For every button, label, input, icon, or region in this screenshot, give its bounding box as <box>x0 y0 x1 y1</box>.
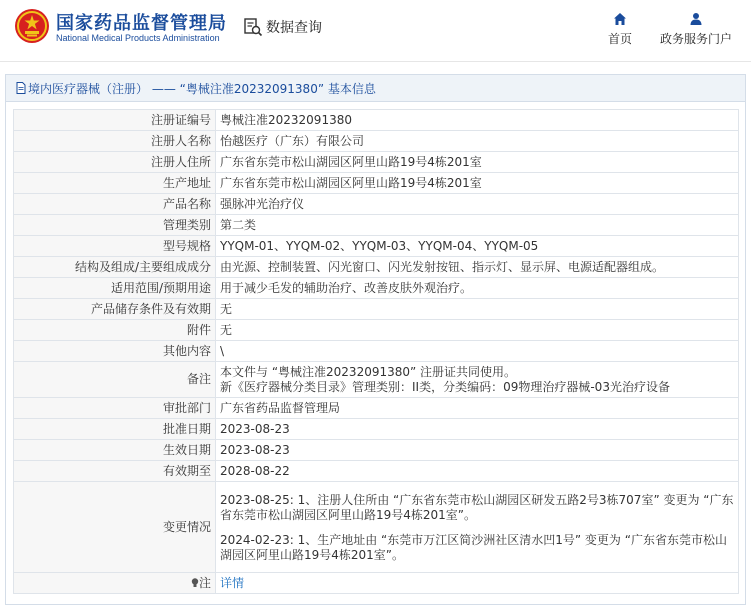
detail-panel <box>5 74 746 605</box>
table-row <box>14 215 739 236</box>
changes-value <box>216 482 739 573</box>
row-label: 生产地址 <box>14 173 216 194</box>
row-value: YYQM-01、YYQM-02、YYQM-03、YYQM-04、YYQM-05 <box>216 236 739 257</box>
table-row <box>14 461 739 482</box>
table-row-changes <box>14 482 739 573</box>
national-emblem-icon <box>14 8 50 44</box>
remarks-line: 新《医疗器械分类目录》管理类别：II类，分类编码：09物理治疗器械-03光治疗设备 <box>220 379 670 394</box>
table-row-note <box>14 573 739 594</box>
lightbulb-icon <box>191 578 199 588</box>
row-value: 无 <box>216 299 739 320</box>
row-value: 用于减少毛发的辅助治疗、改善皮肤外观治疗。 <box>216 278 739 299</box>
table-row <box>14 194 739 215</box>
user-icon <box>689 12 703 26</box>
row-value: 强脉冲光治疗仪 <box>216 194 739 215</box>
row-label: 批准日期 <box>14 419 216 440</box>
table-row <box>14 257 739 278</box>
note-value <box>216 573 739 594</box>
data-query-title <box>243 17 322 37</box>
row-label: 型号规格 <box>14 236 216 257</box>
row-value: 2028-08-22 <box>216 461 739 482</box>
search-document-icon <box>243 17 263 37</box>
row-value: 第二类 <box>216 215 739 236</box>
change-spacer <box>220 523 734 533</box>
nav-home[interactable] <box>604 12 636 47</box>
row-label: 变更情况 <box>14 482 216 573</box>
logo-title[interactable]: 国家药品监督管理局 <box>56 13 227 34</box>
info-table <box>13 109 739 594</box>
row-label: 备注 <box>14 362 216 398</box>
row-value: \ <box>216 341 739 362</box>
row-value: 无 <box>216 320 739 341</box>
table-row-remarks <box>14 362 739 398</box>
remarks-value <box>216 362 739 398</box>
row-value: 怡越医疗（广东）有限公司 <box>216 131 739 152</box>
logo-subtitle: National Medical Products Administration <box>56 33 220 43</box>
change-entry: 2023-08-25: 1、注册人住所由 “广东省东莞市松山湖园区研发五路2号3栋707室” 变更为 “广东省东莞市松山湖园区阿里山路19号4栋201室”。 <box>220 493 734 522</box>
table-row <box>14 278 739 299</box>
row-label: 注册证编号 <box>14 110 216 131</box>
row-value: 广东省药品监督管理局 <box>216 398 739 419</box>
data-query-label: 数据查询 <box>266 20 322 36</box>
row-label: 附件 <box>14 320 216 341</box>
document-icon <box>16 82 26 94</box>
table-row <box>14 341 739 362</box>
remarks-line: 本文件与 “粤械注准20232091380” 注册证共同使用。 <box>220 364 517 379</box>
table-row <box>14 236 739 257</box>
row-value: 2023-08-23 <box>216 440 739 461</box>
row-label: 适用范围/预期用途 <box>14 278 216 299</box>
row-label: 生效日期 <box>14 440 216 461</box>
panel-header <box>6 75 745 102</box>
table-row <box>14 110 739 131</box>
row-label: 管理类别 <box>14 215 216 236</box>
row-label: 有效期至 <box>14 461 216 482</box>
panel-title: 境内医疗器械（注册） —— “粤械注准20232091380” 基本信息 <box>28 81 376 96</box>
note-label-cell <box>14 573 216 594</box>
row-label: 审批部门 <box>14 398 216 419</box>
row-value: 2023-08-23 <box>216 419 739 440</box>
nav-service-portal-label: 政务服务门户 <box>659 32 732 46</box>
row-label: 产品储存条件及有效期 <box>14 299 216 320</box>
row-label: 注册人住所 <box>14 152 216 173</box>
table-row <box>14 131 739 152</box>
nav-home-label: 首页 <box>607 32 632 46</box>
site-header <box>0 0 751 62</box>
table-row <box>14 320 739 341</box>
row-value: 广东省东莞市松山湖园区阿里山路19号4栋201室 <box>216 173 739 194</box>
row-label: 其他内容 <box>14 341 216 362</box>
nav-service-portal[interactable] <box>656 12 736 47</box>
change-entry: 2024-02-23: 1、生产地址由 “东莞市万江区简沙洲社区清水凹1号” 变更为 “广东省东莞市松山湖园区阿里山路19号4栋201室”。 <box>220 533 727 562</box>
table-row <box>14 398 739 419</box>
home-icon <box>613 12 627 26</box>
table-row <box>14 152 739 173</box>
note-label: 注 <box>198 575 211 590</box>
details-link[interactable]: 详情 <box>220 575 245 590</box>
table-row <box>14 299 739 320</box>
table-row <box>14 419 739 440</box>
table-row <box>14 173 739 194</box>
row-label: 产品名称 <box>14 194 216 215</box>
row-label: 结构及组成/主要组成成分 <box>14 257 216 278</box>
row-value: 粤械注准20232091380 <box>216 110 739 131</box>
row-label: 注册人名称 <box>14 131 216 152</box>
table-row <box>14 440 739 461</box>
row-value: 由光源、控制装置、闪光窗口、闪光发射按钮、指示灯、显示屏、电源适配器组成。 <box>216 257 739 278</box>
row-value: 广东省东莞市松山湖园区阿里山路19号4栋201室 <box>216 152 739 173</box>
